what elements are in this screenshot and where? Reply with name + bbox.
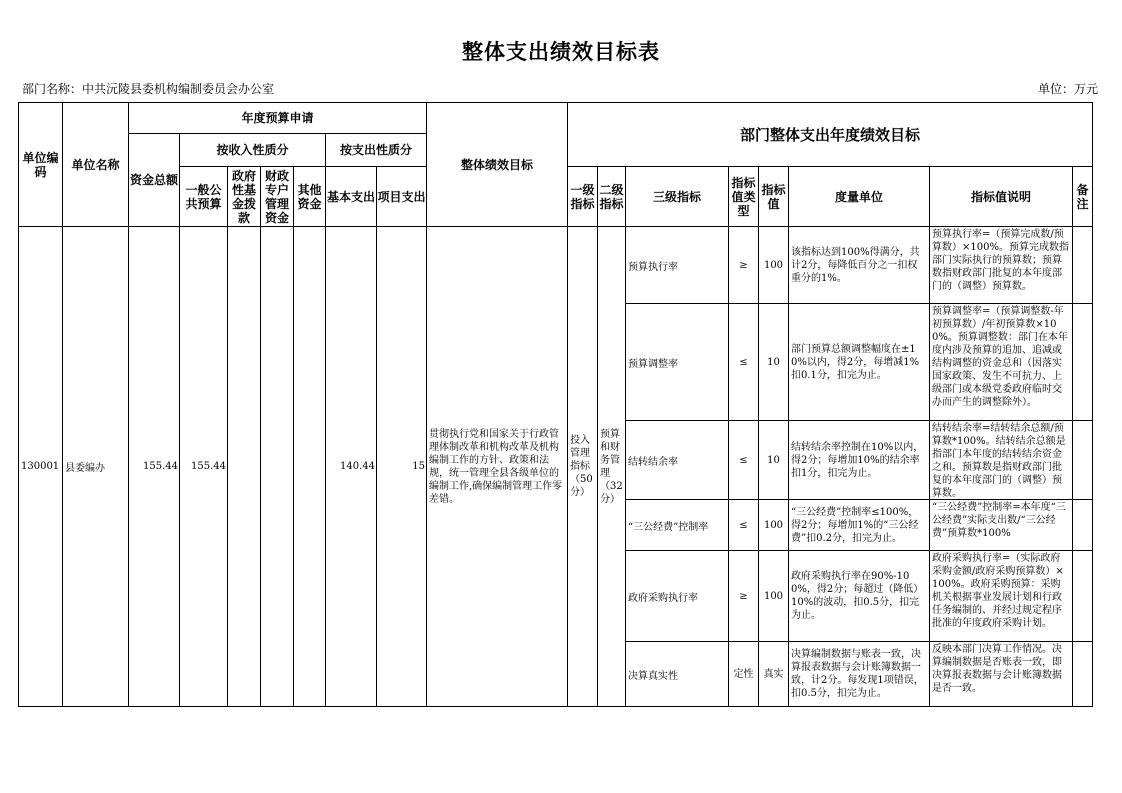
header-value-type: 指标值类型 <box>729 167 759 227</box>
indicator-name: “三公经费”控制率 <box>626 500 729 551</box>
level2-indicator: 预算和财务管理（32分） <box>598 227 626 707</box>
header-annual-budget: 年度预算申请 <box>129 103 427 134</box>
header-other-fund: 其他资金 <box>294 167 326 227</box>
header-by-expense: 按支出性质分 <box>326 134 427 167</box>
indicator-value: 100 <box>759 551 789 642</box>
indicator-measure: “三公经费”控制率≤100%，得2分；每增加1%的“三公经费”扣0.2分，扣完为止。 <box>789 500 930 551</box>
indicator-explain: 预算调整率=（预算调整数-年初预算数）/年初预算数×100%。预算调整数：部门在本年度内涉及预算的追加、追减或结构调整的资金总和（因落实国家政策、发生不可抗力、上级部门或本级党委政府临时交办而产生的调整除外）。 <box>930 304 1073 421</box>
header-gov-fund: 政府性基金拨款 <box>228 167 261 227</box>
indicator-remark <box>1073 642 1093 707</box>
header-basic-expense: 基本支出 <box>326 167 377 227</box>
indicator-explain: 结转结余率=结转结余总额/预算数*100%。结转结余总额是指部门本年度的结转结余资金之和。预算数是指财政部门批复的本年度部门的（调整）预算数。 <box>930 421 1073 500</box>
indicator-remark <box>1073 421 1093 500</box>
header-measure: 度量单位 <box>789 167 930 227</box>
unit-code: 130001 <box>19 227 63 707</box>
indicator-name: 预算执行率 <box>626 227 729 304</box>
header-overall-goal: 整体绩效目标 <box>427 103 568 227</box>
indicator-value: 10 <box>759 304 789 421</box>
indicator-explain: “三公经费”控制率=本年度“三公经费”实际支出数/“三公经费”预算数*100% <box>930 500 1073 551</box>
level1-indicator: 投入管理指标（50分） <box>568 227 598 707</box>
performance-table <box>18 102 1093 707</box>
indicator-type: ≤ <box>729 500 759 551</box>
indicator-value: 真实 <box>759 642 789 707</box>
indicator-remark <box>1073 227 1093 304</box>
indicator-measure: 结转结余率控制在10%以内，得2分；每增加10%的结余率扣1分，扣完为止。 <box>789 421 930 500</box>
indicator-type: ≥ <box>729 227 759 304</box>
fiscal-special-amount <box>261 227 294 707</box>
header-level2: 二级指标 <box>598 167 626 227</box>
unit-label: 单位：万元 <box>1037 82 1098 96</box>
indicator-explain: 政府采购执行率=（实际政府采购金额/政府采购预算数）×100%。政府采购预算：采购机关根据事业发展计划和行政任务编制的、并经过规定程序批准的年度政府采购计划。 <box>930 551 1073 642</box>
table-row <box>19 227 1093 304</box>
indicator-remark <box>1073 304 1093 421</box>
header-value: 指标值 <box>759 167 789 227</box>
indicator-name: 决算真实性 <box>626 642 729 707</box>
indicator-name: 预算调整率 <box>626 304 729 421</box>
page-title: 整体支出绩效目标表 <box>462 40 660 64</box>
indicator-measure: 决算编制数据与账表一致，决算报表数据与会计账簿数据一致，计2分。每发现1项错误，扣0.5分，扣完为止。 <box>789 642 930 707</box>
indicator-measure: 该指标达到100%得满分，共计2分，每降低百分之一扣权重分的1%。 <box>789 227 930 304</box>
basic-expense-amount: 140.44 <box>326 227 377 707</box>
project-expense-amount: 15 <box>377 227 427 707</box>
indicator-measure: 部门预算总额调整幅度在±10%以内，得2分，每增减1%扣0.1分，扣完为止。 <box>789 304 930 421</box>
header-unit-code: 单位编码 <box>19 103 63 227</box>
overall-goal-text: 贯彻执行党和国家关于行政管理体制改革和机构改革及机构编制工作的方针、政策和法规，统一管理全县各级单位的编制工作,确保编制管理工作零差错。 <box>427 227 568 707</box>
indicator-value: 100 <box>759 500 789 551</box>
indicator-name: 结转结余率 <box>626 421 729 500</box>
total-amount: 155.44 <box>129 227 180 707</box>
header-dept-goal: 部门整体支出年度绩效目标 <box>568 103 1093 167</box>
gov-fund-amount <box>228 227 261 707</box>
header-general-budget: 一般公共预算 <box>180 167 228 227</box>
unit-name: 县委编办 <box>63 227 129 707</box>
indicator-name: 政府采购执行率 <box>626 551 729 642</box>
indicator-remark <box>1073 500 1093 551</box>
department-name: 部门名称：中共沅陵县委机构编制委员会办公室 <box>22 82 275 96</box>
indicator-type: ≤ <box>729 304 759 421</box>
indicator-remark <box>1073 551 1093 642</box>
other-fund-amount <box>294 227 326 707</box>
general-budget-amount: 155.44 <box>180 227 228 707</box>
header-unit-name: 单位名称 <box>63 103 129 227</box>
indicator-value: 10 <box>759 421 789 500</box>
header-total: 资金总额 <box>129 134 180 227</box>
header-explain: 指标值说明 <box>930 167 1073 227</box>
indicator-measure: 政府采购执行率在90%-100%，得2分；每超过（降低）10%的波动，扣0.5分，扣完为止。 <box>789 551 930 642</box>
header-level3: 三级指标 <box>626 167 729 227</box>
header-project-expense: 项目支出 <box>377 167 427 227</box>
indicator-type: ≤ <box>729 421 759 500</box>
header-level1: 一级指标 <box>568 167 598 227</box>
indicator-value: 100 <box>759 227 789 304</box>
indicator-explain: 预算执行率=（预算完成数/预算数）×100%。预算完成数指部门实际执行的预算数；预算数指财政部门批复的本年度部门的（调整）预算数。 <box>930 227 1073 304</box>
indicator-type: 定性 <box>729 642 759 707</box>
header-fiscal-special: 财政专户管理资金 <box>261 167 294 227</box>
header-by-income: 按收入性质分 <box>180 134 326 167</box>
indicator-explain: 反映本部门决算工作情况。决算编制数据是否账表一致，即决算报表数据与会计账簿数据是否一致。 <box>930 642 1073 707</box>
indicator-type: ≥ <box>729 551 759 642</box>
header-remark: 备注 <box>1073 167 1093 227</box>
